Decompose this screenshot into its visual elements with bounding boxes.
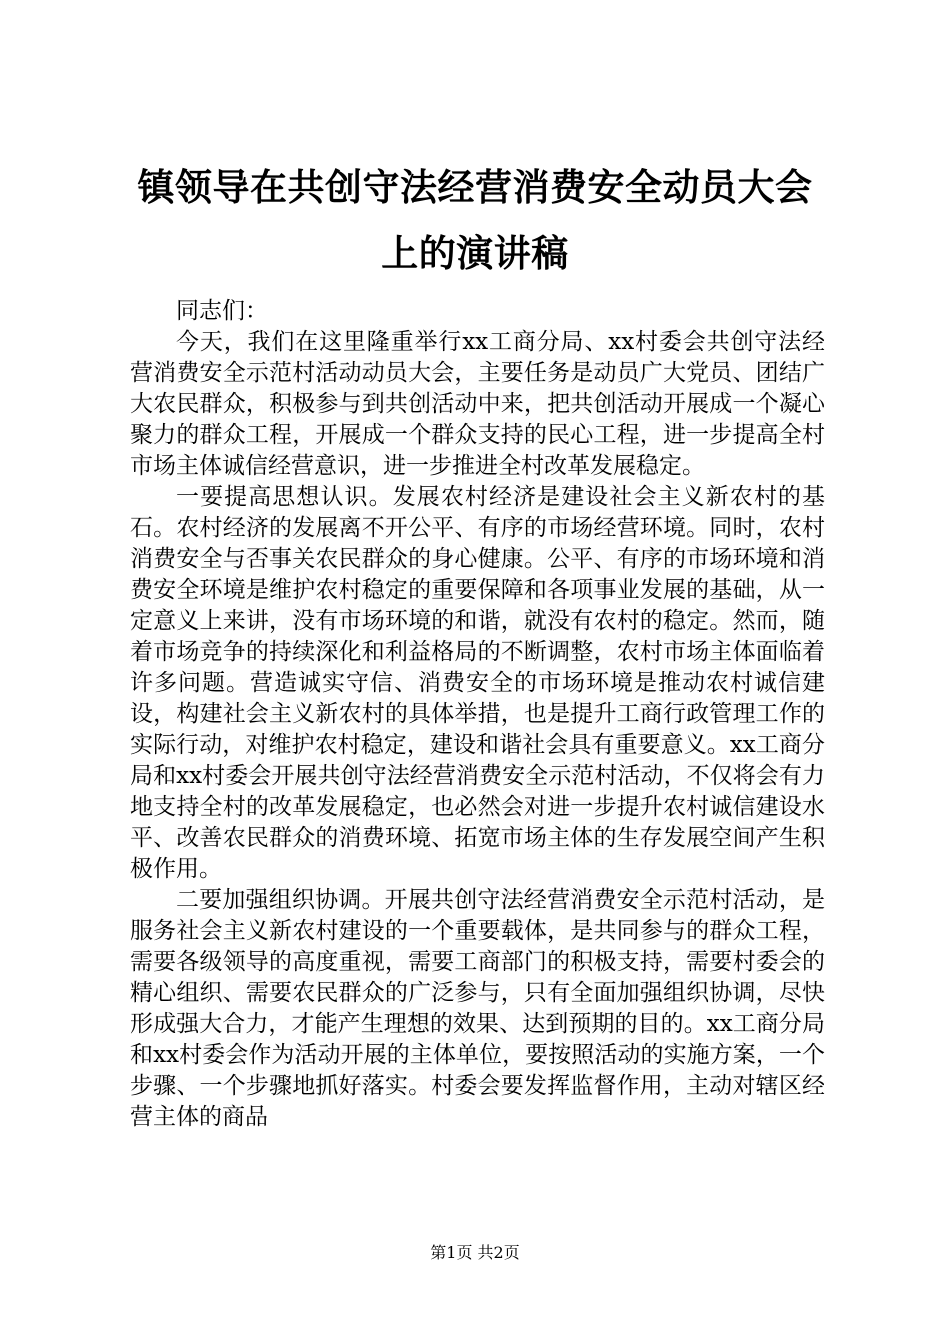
- greeting: 同志们：: [176, 298, 268, 324]
- document-body: [130, 296, 825, 1133]
- page-footer: 第1页 共2页: [430, 1243, 520, 1262]
- paragraph-3: 二要加强组织协调。开展共创守法经营消费安全示范村活动，是服务社会主义新农村建设的一个重要载体，是共同参与的群众工程，需要各级领导的高度重视，需要工商部门的积极支持，需要村委会的精心组织、需要农民群众的广泛参与，只有全面加强组织协调，尽快形成强大合力，才能产生理想的效果、达到预期的目的。xx工商分局和xx村委会作为活动开展的主体单位，要按照活动的实施方案，一个步骤、一个步骤地抓好落实。村委会要发挥监督作用，主动对辖区经营主体的商品: [130, 887, 825, 1130]
- paragraph-2: 一要提高思想认识。发展农村经济是建设社会主义新农村的基石。农村经济的发展离不开公平、有序的市场经营环境。同时，农村消费安全与否事关农民群众的身心健康。公平、有序的市场环境和消费安全环境是维护农村稳定的重要保障和各项事业发展的基础，从一定意义上来讲，没有市场环境的和谐，就没有农村的稳定。然而，随着市场竞争的持续深化和利益格局的不断调整，农村市场主体面临着许多问题。营造诚实守信、消费安全的市场环境是推动农村诚信建设，构建社会主义新农村的具体举措，也是提升工商行政管理工作的实际行动，对维护农村稳定，建设和谐社会具有重要意义。xx工商分局和xx村委会开展共创守法经营消费安全示范村活动，不仅将会有力地支持全村的改革发展稳定，也必然会对进一步提升农村诚信建设水平、改善农民群众的消费环境、拓宽市场主体的生存发展空间产生积极作用。: [130, 484, 825, 882]
- paragraph-1: 今天，我们在这里隆重举行xx工商分局、xx村委会共创守法经营消费安全示范村活动动员大会，主要任务是动员广大党员、团结广大农民群众，积极参与到共创活动中来，把共创活动开展成一个凝心聚力的群众工程，开展成一个群众支持的民心工程，进一步提高全村市场主体诚信经营意识，进一步推进全村改革发展稳定。: [130, 329, 825, 479]
- document-title: 镇领导在共创守法经营消费安全动员大会上的演讲稿: [137, 166, 813, 275]
